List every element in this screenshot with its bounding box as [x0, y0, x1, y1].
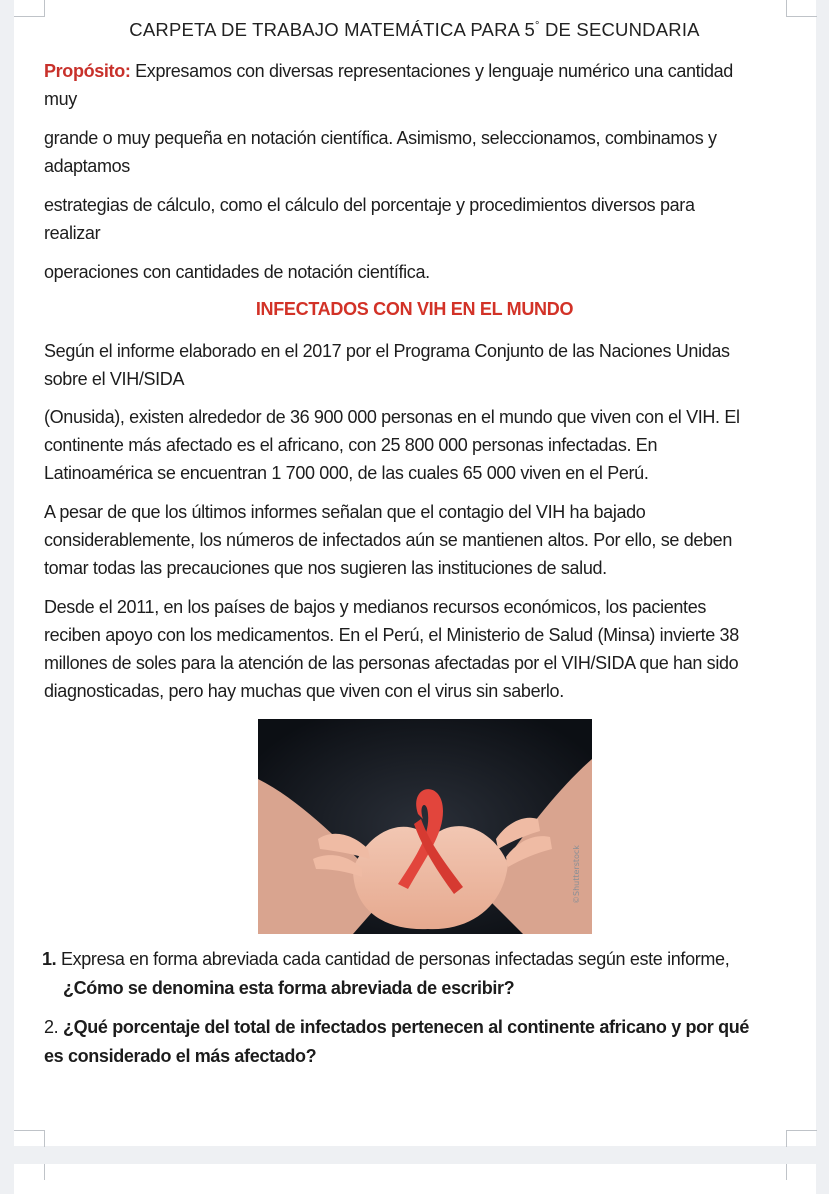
paragraph-1-line-1: Según el informe elaborado en el 2017 por el Programa Conjunto de las Naciones Unidas — [44, 341, 730, 361]
hands-red-ribbon-photo — [258, 719, 592, 934]
crop-mark-next-right — [786, 1164, 817, 1180]
purpose-line-6: realizar — [44, 223, 101, 243]
purpose-line-1 — [44, 57, 809, 85]
section-title: INFECTADOS CON VIH EN EL MUNDO — [255, 299, 574, 319]
photo-illustration — [258, 719, 592, 934]
question-1-line-1 — [42, 945, 822, 974]
crop-mark-next-left — [14, 1164, 45, 1180]
question-1-line-2: ¿Cómo se denomina esta forma abreviada de escribir? — [63, 978, 515, 998]
crop-mark-bottom-right — [786, 1130, 817, 1147]
paragraph-4-line-1: Desde el 2011, en los países de bajos y medianos recursos económicos, los pacientes — [44, 597, 707, 617]
degree-symbol: ° — [535, 19, 540, 32]
photo-watermark: ©Shutterstock — [572, 845, 581, 904]
question-1-number: 1. — [42, 949, 57, 969]
paragraph-4-line-4: diagnosticadas, pero hay muchas que viven con el virus sin saberlo. — [44, 681, 564, 701]
crop-mark-bottom-left — [14, 1130, 45, 1147]
crop-mark-top-right — [786, 0, 817, 17]
question-2-line-1 — [44, 1013, 824, 1042]
purpose-label: Propósito: — [44, 61, 131, 81]
question-2-number: 2. — [44, 1017, 59, 1037]
purpose-line-5: estrategias de cálculo, como el cálculo del porcentaje y procedimientos diversos para — [44, 195, 695, 215]
purpose-line-4: adaptamos — [44, 156, 130, 176]
paragraph-1-line-2: sobre el VIH/SIDA — [44, 369, 185, 389]
paragraph-2-line-3: Latinoamérica se encuentran 1 700 000, de las cuales 65 000 viven en el Perú. — [44, 463, 649, 483]
title-text: CARPETA DE TRABAJO MATEMÁTICA PARA 5 — [129, 19, 536, 40]
question-1-text: Expresa en forma abreviada cada cantidad de personas infectadas según este informe, — [56, 949, 730, 969]
question-2-text: ¿Qué porcentaje del total de infectados pertenecen al continente africano y por qué — [58, 1017, 750, 1037]
paragraph-2-line-2: continente más afectado es el africano, con 25 800 000 personas infectadas. En — [44, 435, 658, 455]
paragraph-3-line-1: A pesar de que los últimos informes señalan que el contagio del VIH ha bajado — [44, 502, 646, 522]
question-2-line-2: es considerado el más afectado? — [44, 1046, 317, 1066]
title-tail: DE SECUNDARIA — [539, 19, 700, 40]
paragraph-4-line-3: millones de soles para la atención de las personas afectadas por el VIH/SIDA que han sido — [44, 653, 739, 673]
purpose-line-2: muy — [44, 89, 77, 109]
paragraph-3-line-2: considerablemente, los números de infectados aún se mantienen altos. Por ello, se deben — [44, 530, 732, 550]
paragraph-3-line-3: tomar todas las precauciones que nos sugieren las instituciones de salud. — [44, 558, 607, 578]
purpose-line-3: grande o muy pequeña en notación científica. Asimismo, seleccionamos, combinamos y — [44, 128, 717, 148]
next-page-edge — [14, 1164, 816, 1194]
purpose-line-7: operaciones con cantidades de notación científica. — [44, 262, 430, 282]
paragraph-4-line-2: reciben apoyo con los medicamentos. En el Perú, el Ministerio de Salud (Minsa) invierte 38 — [44, 625, 739, 645]
page-title — [0, 19, 829, 41]
paragraph-2-line-1: (Onusida), existen alrededor de 36 900 000 personas en el mundo que viven con el VIH. El — [44, 407, 740, 427]
purpose-text-1: Expresamos con diversas representaciones y lenguaje numérico una cantidad — [130, 61, 733, 81]
crop-mark-top-left — [14, 0, 45, 17]
